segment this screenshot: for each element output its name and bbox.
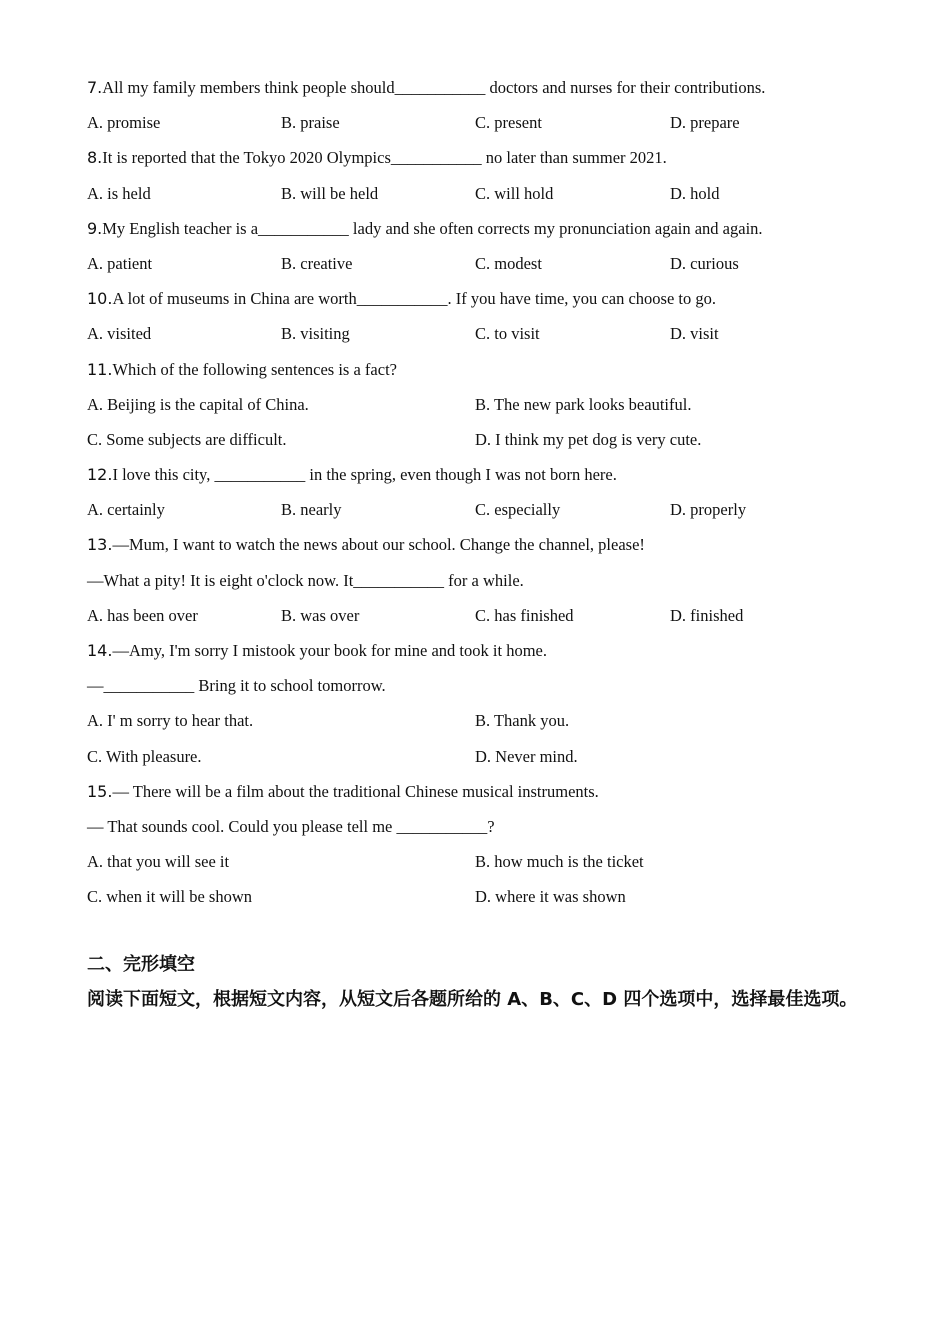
option-d: D. visit bbox=[670, 324, 719, 344]
question-9 bbox=[87, 211, 877, 281]
question-number: 10. bbox=[87, 289, 113, 309]
option-a: A. certainly bbox=[87, 500, 165, 520]
question-dialogue-line: —What a pity! It is eight o'clock now. It___________ for a while. bbox=[87, 570, 524, 590]
option-b: B. creative bbox=[281, 253, 353, 273]
option-c: C. has finished bbox=[475, 605, 574, 625]
question-number: 9. bbox=[87, 218, 103, 238]
question-15 bbox=[87, 774, 877, 915]
option-d: D. I think my pet dog is very cute. bbox=[475, 429, 702, 449]
options-row bbox=[87, 739, 877, 774]
option-a: A. visited bbox=[87, 324, 152, 344]
options-row bbox=[87, 879, 877, 914]
option-d: D. properly bbox=[670, 500, 747, 520]
question-list bbox=[87, 70, 877, 915]
option-a: A. has been over bbox=[87, 605, 198, 625]
section-instructions: 阅读下面短文，根据短文内容，从短文后各题所给的 A、B、C、D 四个选项中，选择最佳选项。 bbox=[87, 989, 858, 1010]
option-c: C. will hold bbox=[475, 183, 554, 203]
option-b: B. visiting bbox=[281, 324, 350, 344]
question-stem: Which of the following sentences is a fact? bbox=[112, 359, 397, 379]
option-b: B. nearly bbox=[281, 500, 342, 520]
question-7 bbox=[87, 70, 877, 140]
option-b: B. will be held bbox=[281, 183, 379, 203]
options-row bbox=[87, 316, 877, 351]
question-number: 14. bbox=[87, 641, 113, 660]
options-row bbox=[87, 105, 877, 140]
question-8 bbox=[87, 140, 877, 210]
question-number: 8. bbox=[87, 148, 103, 168]
options-row bbox=[87, 703, 877, 738]
question-14 bbox=[87, 633, 877, 774]
option-b: B. how much is the ticket bbox=[475, 852, 644, 872]
option-c: C. Some subjects are difficult. bbox=[87, 429, 287, 449]
option-c: C. when it will be shown bbox=[87, 887, 252, 907]
question-stem: I love this city, ___________ in the spring, even though I was not born here. bbox=[112, 465, 617, 485]
option-c: C. especially bbox=[475, 500, 561, 520]
option-b: B. praise bbox=[281, 113, 340, 133]
option-b: B. was over bbox=[281, 605, 360, 625]
option-b: B. Thank you. bbox=[475, 711, 570, 731]
question-number: 13. bbox=[87, 535, 113, 555]
section-title: 二、完形填空 bbox=[87, 954, 195, 975]
options-row bbox=[87, 844, 877, 879]
question-number: 11. bbox=[87, 359, 113, 379]
option-b: B. The new park looks beautiful. bbox=[475, 394, 692, 414]
option-a: A. that you will see it bbox=[87, 852, 230, 872]
option-d: D. finished bbox=[670, 605, 744, 625]
options-row bbox=[87, 492, 877, 527]
options-row bbox=[87, 598, 877, 633]
option-d: D. hold bbox=[670, 183, 720, 203]
question-number: 15. bbox=[87, 781, 113, 801]
options-row bbox=[87, 387, 877, 422]
option-c: C. With pleasure. bbox=[87, 746, 202, 766]
question-stem: A lot of museums in China are worth___________. If you have time, you can choose to go. bbox=[112, 289, 716, 309]
question-dialogue-line: — That sounds cool. Could you please tell me ___________? bbox=[87, 816, 495, 836]
question-dialogue-line: —___________ Bring it to school tomorrow. bbox=[87, 676, 386, 696]
option-d: D. Never mind. bbox=[475, 746, 578, 766]
option-a: A. patient bbox=[87, 253, 153, 273]
option-d: D. curious bbox=[670, 253, 739, 273]
options-row bbox=[87, 422, 877, 457]
option-a: A. I' m sorry to hear that. bbox=[87, 711, 254, 731]
question-10 bbox=[87, 281, 877, 351]
question-number: 12. bbox=[87, 465, 113, 485]
option-d: D. where it was shown bbox=[475, 887, 626, 907]
question-number: 7. bbox=[87, 78, 103, 97]
question-11 bbox=[87, 352, 877, 458]
option-c: C. modest bbox=[475, 253, 542, 273]
question-stem: —Mum, I want to watch the news about our school. Change the channel, please! bbox=[112, 535, 645, 555]
option-a: A. promise bbox=[87, 113, 161, 133]
question-stem: My English teacher is a___________ lady and she often corrects my pronunciation again and again. bbox=[102, 218, 763, 238]
question-stem: — There will be a film about the traditional Chinese musical instruments. bbox=[112, 781, 599, 801]
option-a: A. is held bbox=[87, 183, 151, 203]
option-c: C. present bbox=[475, 113, 542, 133]
question-13 bbox=[87, 527, 877, 633]
question-stem: It is reported that the Tokyo 2020 Olympics___________ no later than summer 2021. bbox=[102, 148, 667, 168]
option-d: D. prepare bbox=[670, 113, 740, 133]
option-c: C. to visit bbox=[475, 324, 540, 344]
question-stem: All my family members think people should___________ doctors and nurses for their contributions. bbox=[102, 78, 766, 97]
question-12 bbox=[87, 457, 877, 527]
question-stem: —Amy, I'm sorry I mistook your book for mine and took it home. bbox=[112, 641, 547, 660]
options-row bbox=[87, 246, 877, 281]
option-a: A. Beijing is the capital of China. bbox=[87, 394, 309, 414]
options-row bbox=[87, 176, 877, 211]
